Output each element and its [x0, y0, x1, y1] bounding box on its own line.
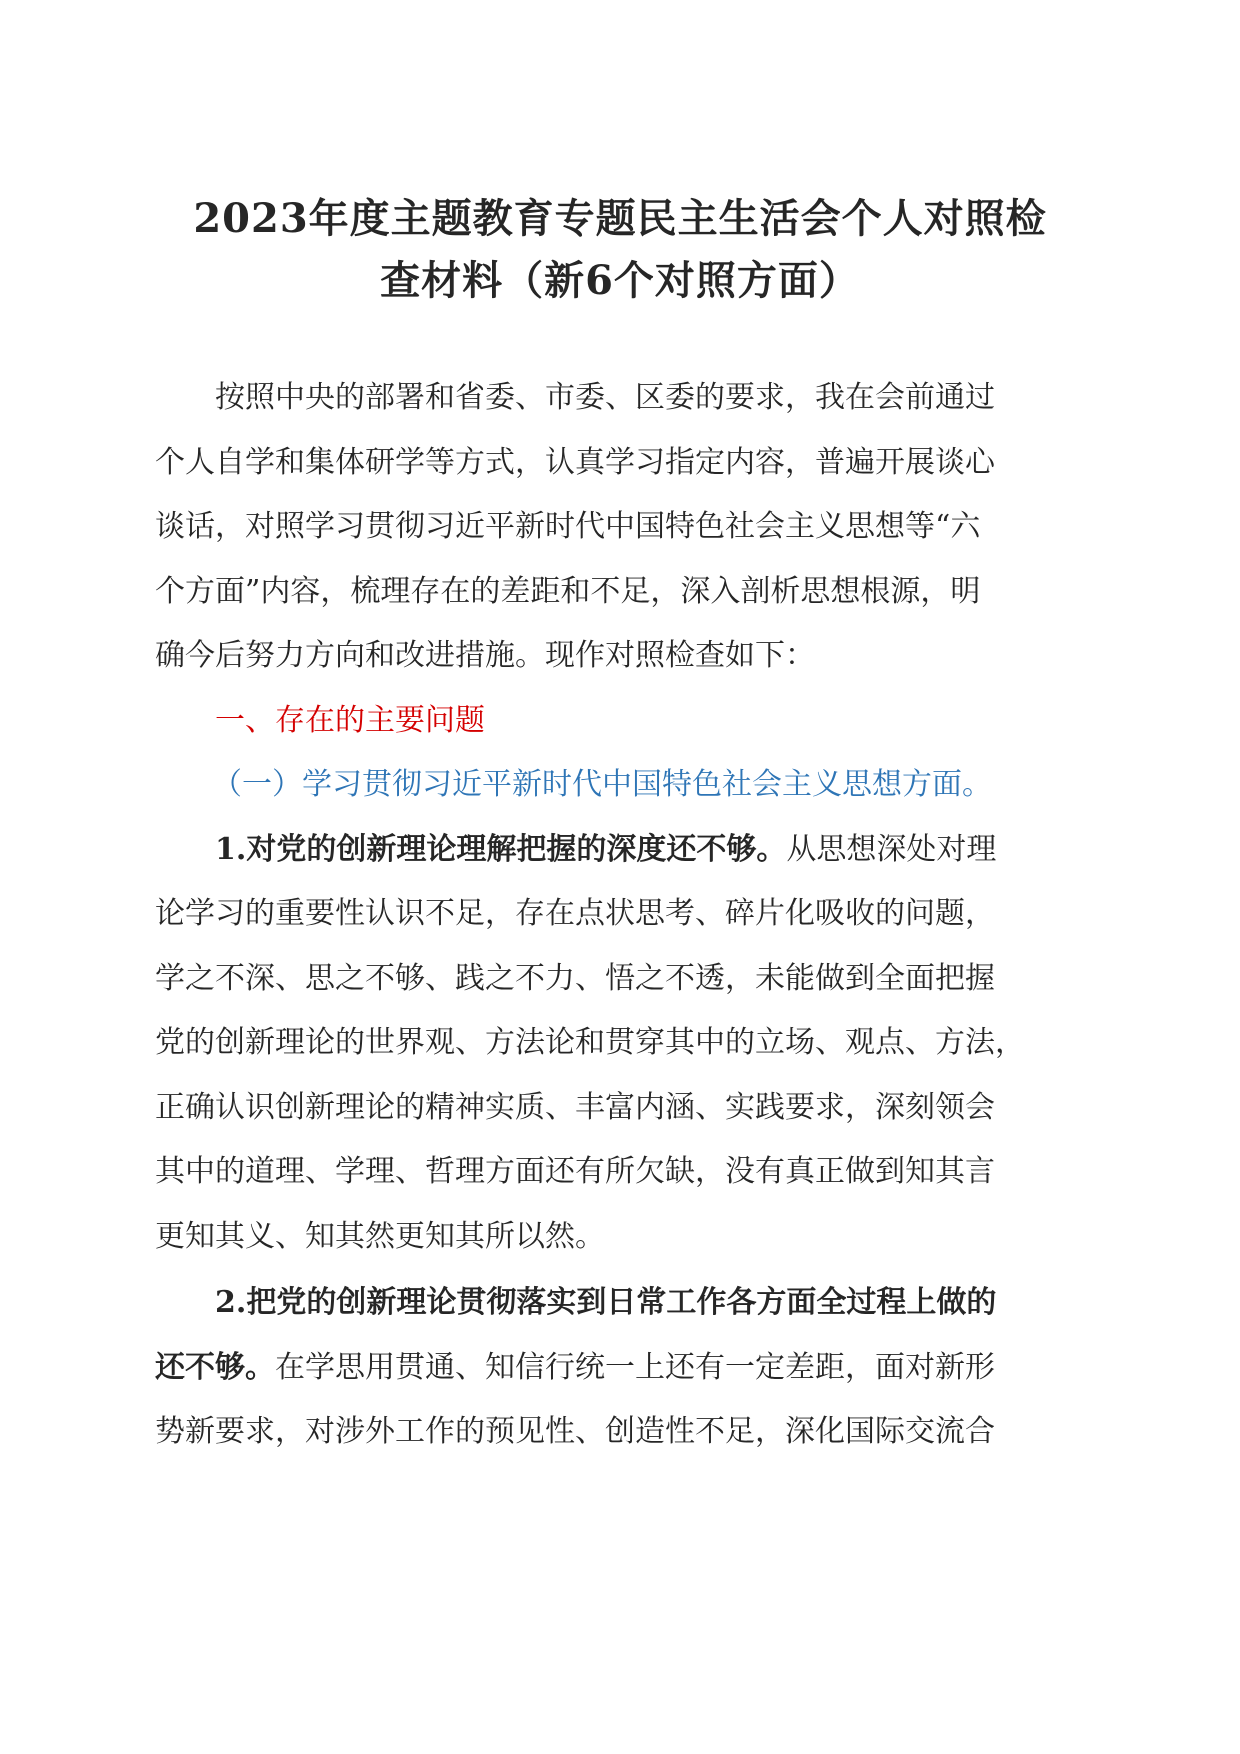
title-line-2: 查材料（新6个对照方面）	[380, 257, 860, 304]
document-title	[155, 188, 1085, 312]
item-1-first-line-rest: 从思想深处对理	[786, 831, 997, 867]
intro-line-4: 个方面”内容，梳理存在的差距和不足，深入剖析思想根源，明	[155, 573, 981, 609]
item-2-line-3: 势新要求，对涉外工作的预见性、创造性不足，深化国际交流合	[155, 1414, 995, 1449]
document-body	[155, 366, 1085, 1465]
item-1-line-4: 党的创新理论的世界观、方法论和贯穿其中的立场、观点、方法，	[155, 1025, 1025, 1060]
item-1-paragraph	[155, 818, 1085, 1270]
item-2-paragraph	[155, 1271, 1085, 1465]
item-1-line-5: 正确认识创新理论的精神实质、丰富内涵、实践要求，深刻领会	[155, 1089, 995, 1125]
item-1-bold-lead: 1.对党的创新理论理解把握的深度还不够。	[215, 831, 787, 867]
item-1-line-7: 更知其义、知其然更知其所以然。	[155, 1218, 605, 1254]
item-2-second-line-rest: 在学思用贯通、知信行统一上还有一定差距，面对新形	[275, 1349, 995, 1385]
item-2-bold-lead-line-1: 2.把党的创新理论贯彻落实到日常工作各方面全过程上做的	[215, 1285, 997, 1320]
item-1-first-line	[155, 818, 1085, 883]
section-heading-problems: 一、存在的主要问题	[215, 702, 485, 738]
intro-paragraph	[155, 366, 1085, 689]
intro-line-3: 谈话，对照学习贯彻习近平新时代中国特色社会主义思想等“六	[155, 509, 981, 544]
subsection-heading-theory: （一）学习贯彻习近平新时代中国特色社会主义思想方面。	[212, 767, 992, 802]
item-1-line-3: 学之不深、思之不够、践之不力、悟之不透，未能做到全面把握	[155, 960, 995, 996]
intro-line-5: 确今后努力方向和改进措施。现作对照检查如下：	[155, 638, 815, 673]
item-1-line-6: 其中的道理、学理、哲理方面还有所欠缺，没有真正做到知其言	[155, 1154, 995, 1189]
item-2-bold-lead-line-2: 还不够。	[155, 1349, 275, 1385]
intro-line-1: 按照中央的部署和省委、市委、区委的要求，我在会前通过	[215, 380, 995, 415]
item-1-line-2: 论学习的重要性认识不足，存在点状思考、碎片化吸收的问题，	[155, 896, 995, 931]
intro-line-2: 个人自学和集体研学等方式，认真学习指定内容，普遍开展谈心	[155, 444, 995, 480]
document-content	[155, 188, 1085, 1465]
title-line-1: 2023年度主题教育专题民主生活会个人对照检	[193, 195, 1047, 242]
item-2-second-line	[155, 1336, 1085, 1401]
